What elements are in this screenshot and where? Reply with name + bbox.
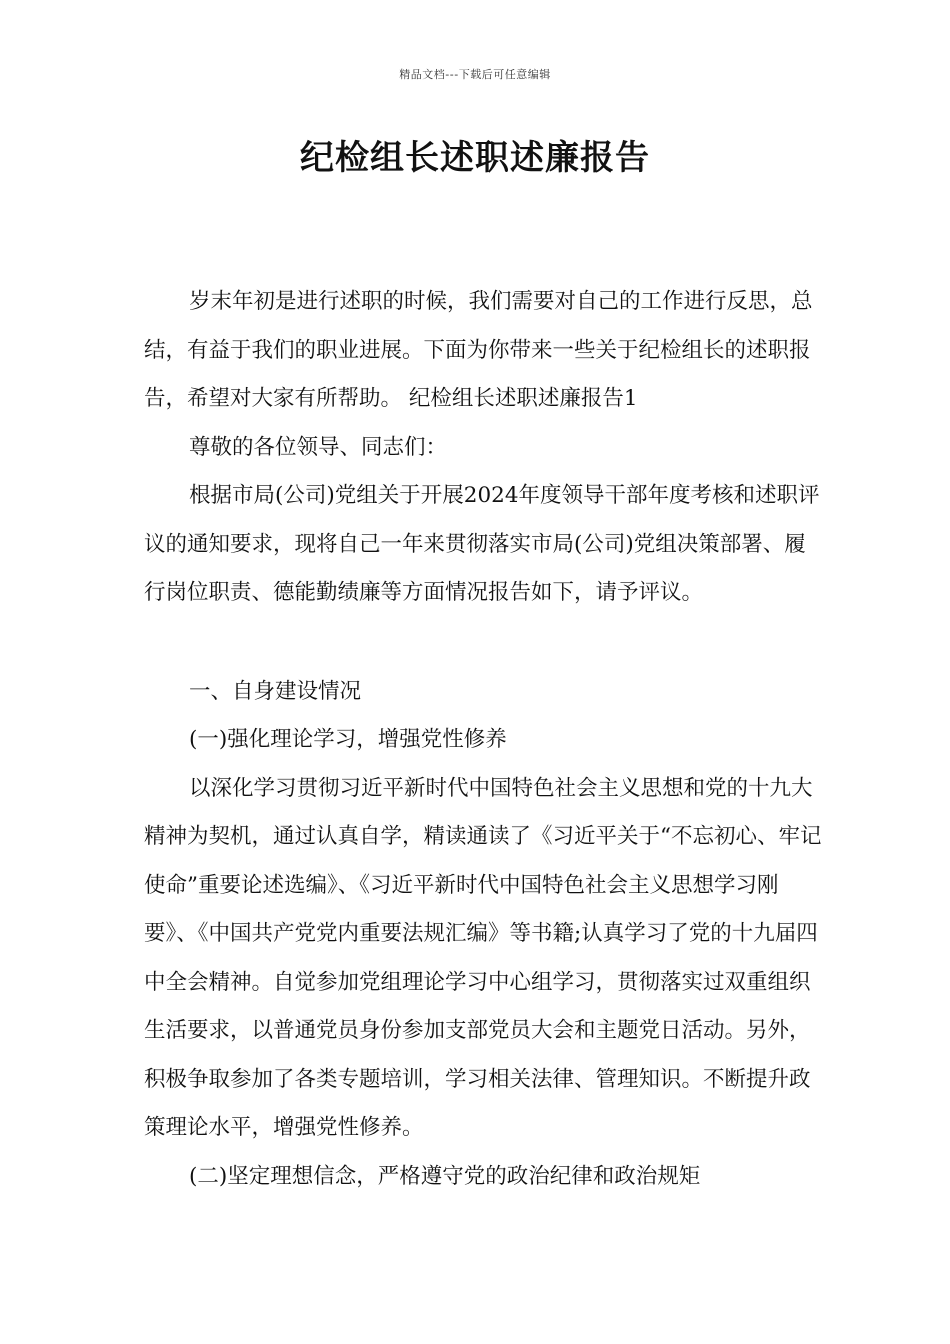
document-body [144, 278, 824, 1201]
subsection-heading: (一)强化理论学习，增强党性修养 [189, 727, 507, 752]
subsection-body: 以深化学习贯彻习近平新时代中国特色社会主义思想和党的十九大精神为契机，通过认真自学，精读通读了《习近平关于“不忘初心、牢记使命”重要论述选编》、《习近平新时代中国特色社会主义思想学习刚要》、《中国共产党党内重要法规汇编》等书籍;认真学习了党的十九届四中全会精神。自觉参加党组理论学习中心组学习，贯彻落实过双重组织生活要求，以普通党员身份参加支部党员大会和主题党日活动。另外，积极争取参加了各类专题培训，学习相关法律、管理知识。不断提升政策理论水平，增强党性修养。 [144, 775, 822, 1140]
document-title: 纪检组长述职述廉报告 [300, 138, 650, 178]
subsection-heading: (二)坚定理想信念，严格遵守党的政治纪律和政治规矩 [189, 1163, 701, 1189]
header-note: 精品文档---下载后可任意编辑 [399, 68, 551, 81]
paragraph-spacer [144, 618, 824, 668]
section-heading: 一、自身建设情况 [189, 678, 362, 704]
intro-paragraph: 岁末年初是进行述职的时候，我们需要对自己的工作进行反思，总结，有益于我们的职业进展。下面为你带来一些关于纪检组长的述职报告，希望对大家有所帮助。 纪检组长述职述廉报告1 [144, 289, 813, 411]
opening-paragraph: 根据市局(公司)党组关于开展2024年度领导干部年度考核和述职评议的通知要求，现将自己一年来贯彻落实市局(公司)党组决策部署、履行岗位职责、德能勤绩廉等方面情况报告如下，请予评议。 [144, 483, 820, 605]
salutation-paragraph: 尊敬的各位领导、同志们： [189, 434, 448, 460]
